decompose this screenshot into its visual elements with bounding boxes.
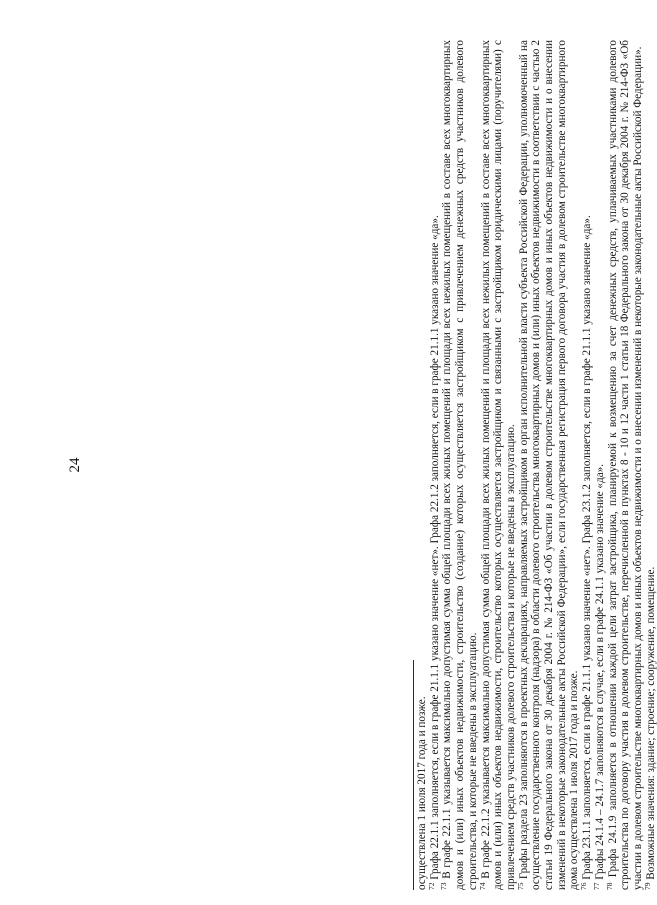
footnote-number: 78	[604, 882, 614, 890]
footnote-text: В графе 22.1.2 указывается максимально допустимая сумма общей площади всех жилых помещений и площади всех нежилых помещений в составе всех многоквартирных домов и (или) иных объектов недвижимости, строительство которых осуществляется застройщиком и связанными с застройщиком юридическими лицами (поручителями) с привлечением средств участников долевого строительства и которые не введены в эксплуатацию.	[479, 39, 517, 890]
footnote-77	[591, 40, 607, 890]
footnote-number: 77	[591, 882, 601, 890]
footnote-75	[515, 39, 582, 890]
footnote-74	[477, 39, 518, 890]
rotated-page-content	[60, 39, 657, 890]
footnote-number: 75	[515, 882, 525, 890]
footnote-number: 72	[426, 882, 436, 890]
footnote-text: Графа 22.1.1 заполняется, если в графе 21.1.1 указано значение «нет». Графа 22.1.2 заполняется, если в графе 21.1.1 указано значение «да».	[428, 215, 441, 880]
footnote-number: 74	[477, 882, 487, 890]
footnote-76	[581, 40, 594, 890]
footnote-text: Графы раздела 23 заполняются в проектных декларациях, направляемых застройщиком в орган исполнительной власти субъекта Российской Федерации, уполномоченный на осуществление государственного контроля (надзора) в области долевого строительства многоквартирных домов и (или) иных объектов недвижимости в соответствии с частью 2 статьи 19 Федерального закона от 30 декабря 2004 г. № 214-ФЗ «Об участии в долевом строительстве многоквартирных домов и иных объектов недвижимости и о внесении изменений в некоторые законодательные акты Российской Федерации», если государственная регистрация первого договора участия в долевом строительстве многоквартирного дома осуществлена 1 июля 2017 года и позже.	[517, 39, 581, 890]
footnote-text: осуществлена 1 июля 2017 года и позже.	[416, 696, 428, 890]
footnote-text: В графе 22.1.1 указывается максимально допустимая сумма общей площади всех жилых помещений и площади всех нежилых помещений в составе всех многоквартирных домов и (или) иных объектов недвижимости, строительство (создание) которых осуществляется застройщиком с привлечением денежных средств участников долевого строительства, и которые не введены в эксплуатацию.	[441, 39, 479, 890]
footnote-text: Возможные значения: здание; строение; сооружение, помещение.	[644, 566, 657, 880]
page-number: 24	[67, 457, 83, 473]
footnote-73	[441, 40, 479, 890]
footnote-78	[604, 39, 645, 890]
footnote-number: 76	[579, 882, 589, 890]
footnote-text: Графы 24.1.4 – 24.1.7 заполняются в случае, если в графе 24.1.1 указано значение «да».	[593, 463, 606, 880]
footnote-text: Графа 24.1.9 заполняется в отношении каждой цели затрат застройщика, планируемой к возмещению за счет денежных средств, уплачиваемых участниками долевого строительства по договору участия в долевом строительстве, перечисленной в пунктах 8 - 10 и 12 части 1 статьи 18 Федерального закона от 30 декабря 2004 г. № 214-ФЗ «Об участии в долевом строительстве многоквартирных домов и иных объектов недвижимости и о внесении изменений в некоторые законодательные акты Российской Федерации».	[606, 39, 644, 890]
footnote-continuation	[416, 40, 429, 890]
footnote-72	[426, 40, 442, 890]
footnote-number: 79	[642, 882, 652, 890]
footnote-79	[642, 40, 657, 890]
footnote-number: 73	[439, 882, 449, 890]
footnote-separator	[413, 660, 414, 890]
footnotes	[416, 40, 657, 890]
footnote-text: Графа 23.1.1 заполняется, если в графе 21.1.1 указано значение «нет». Графа 23.1.2 заполняется, если в графе 21.1.1 указано значение «да».	[581, 215, 594, 880]
